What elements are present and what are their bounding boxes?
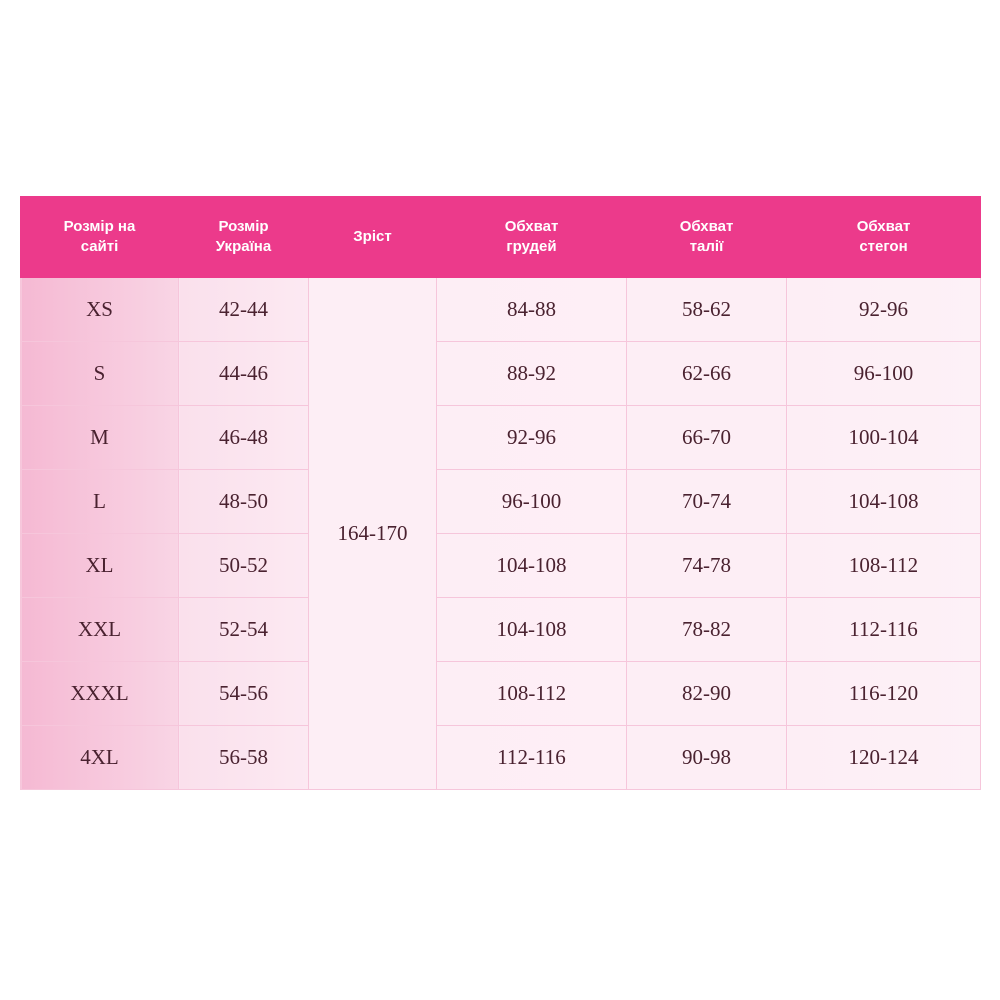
cell-site-size: XL [21, 534, 179, 598]
cell-hips: 96-100 [787, 342, 981, 406]
cell-ua-size: 42-44 [179, 278, 309, 342]
cell-site-size: XS [21, 278, 179, 342]
cell-ua-size: 48-50 [179, 470, 309, 534]
cell-waist: 62-66 [627, 342, 787, 406]
column-header-site-size-line1: Розмір на [63, 217, 136, 235]
column-header-waist-line1: Обхват [679, 217, 734, 235]
table-row [21, 406, 981, 470]
cell-chest: 104-108 [437, 598, 627, 662]
cell-chest: 96-100 [437, 470, 627, 534]
size-table [20, 196, 981, 790]
table-row [21, 470, 981, 534]
cell-ua-size: 54-56 [179, 662, 309, 726]
cell-hips: 104-108 [787, 470, 981, 534]
cell-waist: 70-74 [627, 470, 787, 534]
cell-site-size: XXXL [21, 662, 179, 726]
cell-site-size: M [21, 406, 179, 470]
cell-hips: 116-120 [787, 662, 981, 726]
cell-chest: 112-116 [437, 726, 627, 790]
cell-site-size: XXL [21, 598, 179, 662]
column-header-chest [437, 197, 627, 278]
table-row [21, 278, 981, 342]
size-table-container [20, 196, 980, 790]
cell-hips: 108-112 [787, 534, 981, 598]
column-header-ua-size [179, 197, 309, 278]
cell-site-size: L [21, 470, 179, 534]
cell-ua-size: 44-46 [179, 342, 309, 406]
cell-waist: 82-90 [627, 662, 787, 726]
column-header-height-line1: Зріст [353, 227, 392, 245]
cell-waist: 66-70 [627, 406, 787, 470]
column-header-waist-line2: талії [689, 238, 724, 255]
cell-waist: 74-78 [627, 534, 787, 598]
cell-ua-size: 46-48 [179, 406, 309, 470]
cell-ua-size: 50-52 [179, 534, 309, 598]
cell-waist: 78-82 [627, 598, 787, 662]
cell-chest: 108-112 [437, 662, 627, 726]
column-header-height [309, 197, 437, 278]
table-header [21, 197, 981, 278]
cell-hips: 100-104 [787, 406, 981, 470]
cell-hips: 112-116 [787, 598, 981, 662]
column-header-ua-size-line2: Україна [215, 238, 272, 255]
cell-chest: 92-96 [437, 406, 627, 470]
table-row [21, 662, 981, 726]
column-header-site-size [21, 197, 179, 278]
column-header-ua-size-line1: Розмір [218, 217, 269, 235]
column-header-waist [627, 197, 787, 278]
cell-hips: 120-124 [787, 726, 981, 790]
cell-chest: 88-92 [437, 342, 627, 406]
table-row [21, 598, 981, 662]
column-header-hips-line1: Обхват [856, 217, 911, 235]
column-header-site-size-line2: сайті [80, 238, 119, 255]
cell-chest: 104-108 [437, 534, 627, 598]
cell-waist: 90-98 [627, 726, 787, 790]
table-row [21, 342, 981, 406]
cell-waist: 58-62 [627, 278, 787, 342]
cell-chest: 84-88 [437, 278, 627, 342]
table-header-row [21, 197, 981, 278]
table-row [21, 726, 981, 790]
column-header-chest-line2: грудей [506, 238, 557, 255]
column-header-chest-line1: Обхват [504, 217, 559, 235]
cell-ua-size: 56-58 [179, 726, 309, 790]
cell-hips: 92-96 [787, 278, 981, 342]
cell-site-size: S [21, 342, 179, 406]
cell-ua-size: 52-54 [179, 598, 309, 662]
table-body [21, 278, 981, 790]
column-header-hips-line2: стегон [859, 238, 908, 255]
cell-site-size: 4XL [21, 726, 179, 790]
cell-height: 164-170 [309, 278, 437, 790]
table-row [21, 534, 981, 598]
column-header-hips [787, 197, 981, 278]
